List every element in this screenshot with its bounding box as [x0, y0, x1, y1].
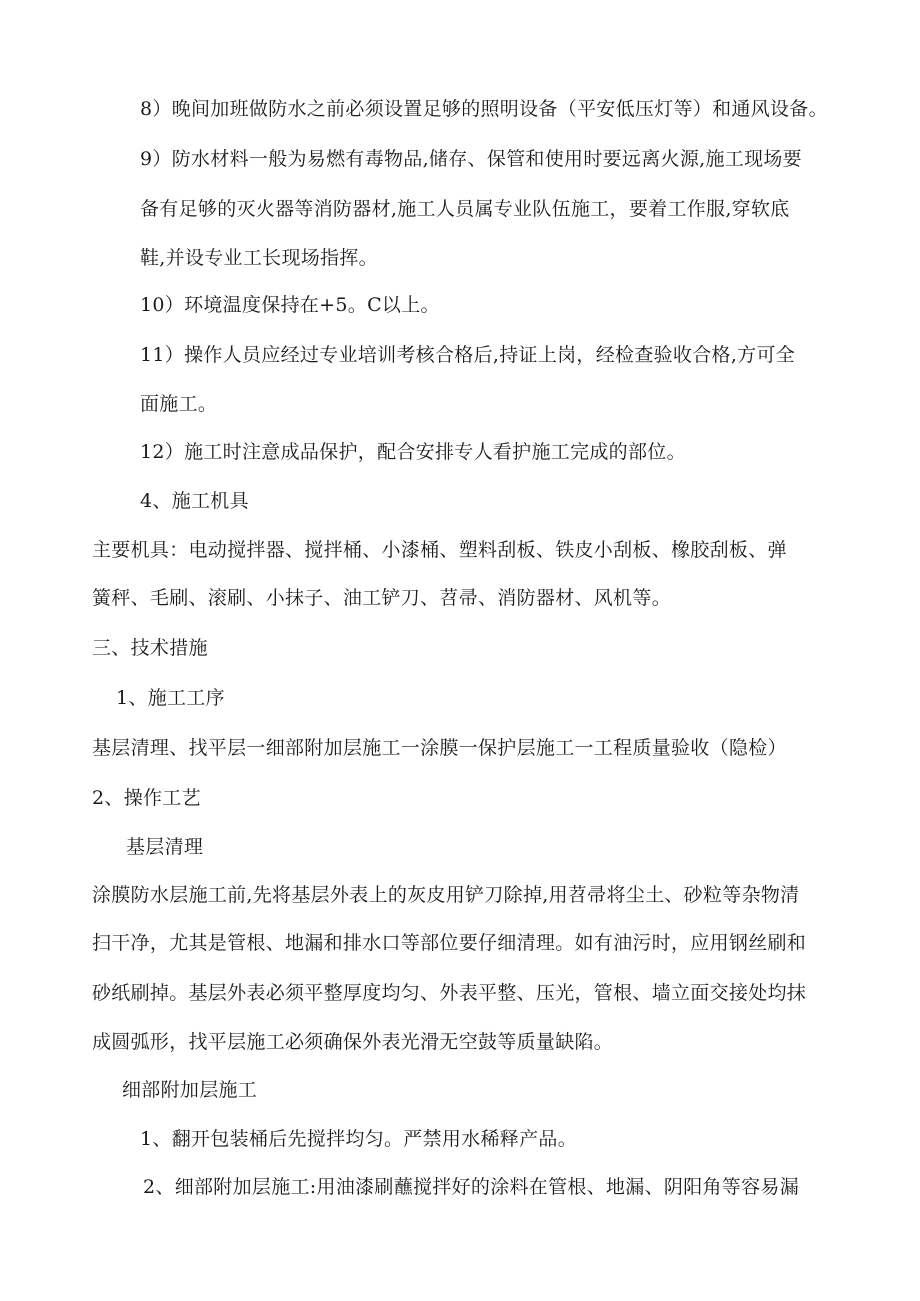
- section-heading: 1、施工工序: [116, 687, 225, 709]
- section-heading: 2、操作工艺: [92, 787, 201, 809]
- text-line: 备有足够的灭火器等消防器材,施工人员属专业队伍施工，要着工作服,穿软底: [140, 198, 790, 220]
- text-line: 1、翻开包装桶后先搅拌均匀。严禁用水稀释产品。: [140, 1128, 577, 1150]
- text-line: 主要机具：电动搅拌器、搅拌桶、小漆桶、塑料刮板、铁皮小刮板、橡胶刮板、弹: [92, 539, 787, 561]
- text-line: 砂纸刷掉。基层外表必须平整厚度均匀、外表平整、压光，管根、墙立面交接处均抹: [92, 982, 807, 1004]
- text-line: 9）防水材料一般为易燃有毒物品,储存、保管和使用时要远离火源,施工现场要: [140, 148, 802, 170]
- text-line: 2、细部附加层施工:用油漆刷蘸搅拌好的涂料在管根、地漏、阴阳角等容易漏: [143, 1176, 799, 1198]
- text-line: 11）操作人员应经过专业培训考核合格后,持证上岗，经检查验收合格,方可全: [140, 344, 796, 366]
- text-line: 鞋,并设专业工长现场指挥。: [140, 247, 378, 269]
- text-line: 成圆弧形，找平层施工必须确保外表光滑无空鼓等质量缺陷。: [92, 1031, 614, 1053]
- text-line: 涂膜防水层施工前,先将基层外表上的灰皮用铲刀除掉,用苕帚将尘土、砂粒等杂物清: [92, 884, 800, 906]
- text-line: 8）晚间加班做防水之前必须设置足够的照明设备（平安低压灯等）和通风设备。: [140, 98, 828, 120]
- text-line: 面施工。: [140, 393, 218, 415]
- text-line: 扫干净，尤其是管根、地漏和排水口等部位要仔细清理。如有油污时，应用钢丝刷和: [92, 932, 807, 954]
- section-heading: 4、施工机具: [140, 490, 249, 512]
- text-line: 12）施工时注意成品保护，配合安排专人看护施工完成的部位。: [140, 441, 686, 463]
- text-line: 10）环境温度保持在+5。C以上。: [140, 294, 440, 316]
- section-heading: 基层清理: [126, 836, 204, 858]
- text-line: 基层清理、找平层一细部附加层施工一涂膜一保护层施工一工程质量验收（隐检）: [92, 737, 787, 759]
- text-line: 簧秤、毛刷、滚刷、小抹子、油工铲刀、苕帚、消防器材、风机等。: [92, 587, 672, 609]
- section-heading: 细部附加层施工: [122, 1079, 258, 1101]
- section-heading: 三、技术措施: [92, 637, 208, 659]
